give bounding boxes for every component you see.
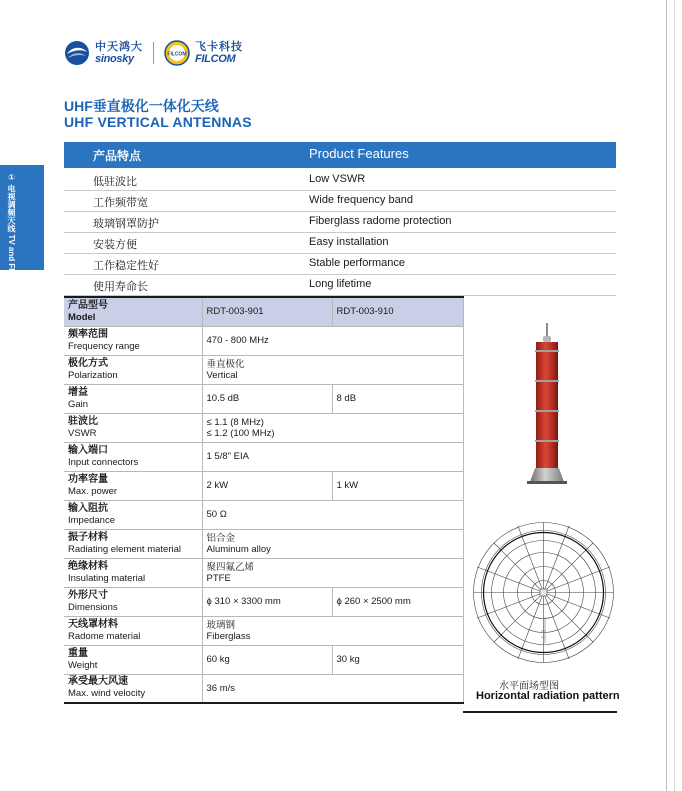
feature-row xyxy=(64,191,616,212)
spec-label-cn: 绝缘材料 xyxy=(68,560,108,572)
feature-cn: 使用寿命长 xyxy=(93,281,148,293)
spec-value: 30 kg xyxy=(332,645,463,674)
spec-row xyxy=(64,355,463,384)
filcom-badge-text: FILCOM xyxy=(167,51,187,58)
spec-row xyxy=(64,471,463,500)
spec-label-cn: 增益 xyxy=(68,386,88,398)
sinosky-logo xyxy=(64,40,143,66)
spec-value: ≤ 1.2 (100 MHz) xyxy=(206,427,275,439)
spec-row xyxy=(64,616,463,645)
spec-label-cn: 振子材料 xyxy=(68,531,108,543)
antenna-foot xyxy=(527,481,567,484)
spec-row xyxy=(64,529,463,558)
feature-row xyxy=(64,254,616,275)
spec-value-en: Vertical xyxy=(206,369,238,381)
spec-label-cell xyxy=(64,297,202,326)
spec-row xyxy=(64,413,463,442)
logo-divider xyxy=(153,42,154,64)
radiation-pattern-plot xyxy=(472,521,615,664)
spec-value-cn: 聚四氟乙烯 xyxy=(206,561,255,573)
spec-row xyxy=(64,674,463,703)
spec-label-en: Max. power xyxy=(68,485,118,497)
side-tab-label: ① 电视调频天线 TV and FM Antennas xyxy=(7,173,16,314)
feature-row xyxy=(64,275,616,296)
feature-cn: 安装方便 xyxy=(93,239,137,251)
spec-label-cn: 承受最大风速 xyxy=(68,676,128,688)
spec-label-en: VSWR xyxy=(68,427,97,439)
filcom-badge-icon xyxy=(164,40,190,66)
spec-label-en: Frequency range xyxy=(68,340,140,352)
spec-table xyxy=(64,296,464,704)
spec-row xyxy=(64,326,463,355)
spec-row xyxy=(64,442,463,471)
sinosky-name-en: sinosky xyxy=(95,53,134,65)
spec-row xyxy=(64,645,463,674)
sinosky-name-cn: 中天鸿大 xyxy=(95,41,143,53)
feature-en: Fiberglass radome protection xyxy=(309,215,452,227)
feature-row xyxy=(64,233,616,254)
spec-value: 470 - 800 MHz xyxy=(202,326,463,355)
spec-row xyxy=(64,500,463,529)
spec-label-en: Max. wind velocity xyxy=(68,688,146,700)
spec-value-cn: 铝合金 xyxy=(206,532,236,544)
spec-label-en: Gain xyxy=(68,398,89,410)
sinosky-globe-icon xyxy=(64,40,90,66)
brand-logos xyxy=(64,38,243,68)
spec-value: 36 m/s xyxy=(202,674,463,703)
spec-label-cn: 功率容量 xyxy=(68,473,108,485)
model-label-cn: 产品型号 xyxy=(68,299,108,311)
feature-cn: 低驻波比 xyxy=(93,176,137,188)
feature-en: Long lifetime xyxy=(309,278,372,290)
feature-en: Wide frequency band xyxy=(309,194,413,206)
filcom-logo xyxy=(164,40,243,66)
antenna-ring xyxy=(535,350,559,352)
spec-label-en: Weight xyxy=(68,659,98,671)
spec-value: 60 kg xyxy=(202,645,332,674)
spec-label-en: Impedance xyxy=(68,514,116,526)
spec-label-cn: 重量 xyxy=(68,647,88,659)
filcom-name-cn: 飞卡科技 xyxy=(195,41,243,53)
spec-label-cn: 极化方式 xyxy=(68,357,108,369)
spec-label-cn: 外形尺寸 xyxy=(68,589,108,601)
spec-value-en: Aluminum alloy xyxy=(206,543,271,555)
spec-label-en: Polarization xyxy=(68,369,118,381)
antenna-ring xyxy=(535,440,559,442)
spec-value-en: Fiberglass xyxy=(206,630,251,642)
feature-cn: 工作稳定性好 xyxy=(93,260,159,272)
spec-row xyxy=(64,384,463,413)
spec-row xyxy=(64,558,463,587)
spec-value: ≤ 1.1 (8 MHz) xyxy=(206,416,264,428)
feature-cn: 工作频带宽 xyxy=(93,197,148,209)
section-bottom-rule xyxy=(463,711,617,713)
pattern-caption-cn: 水平面场型图 xyxy=(499,681,559,692)
spec-label-en: Input connectors xyxy=(68,456,139,468)
spec-label-cn: 输入端口 xyxy=(68,444,108,456)
features-header-en: Product Features xyxy=(309,146,409,161)
feature-cn: 玻璃钢罩防护 xyxy=(93,218,159,230)
spec-value-cn: 垂直极化 xyxy=(206,358,245,370)
feature-row xyxy=(64,212,616,233)
features-header xyxy=(64,142,616,168)
page-edge xyxy=(674,0,675,791)
spec-value: 1 kW xyxy=(332,471,463,500)
spec-value-en: PTFE xyxy=(206,572,231,584)
spec-label-cn: 频率范围 xyxy=(68,328,108,340)
spec-value: 50 Ω xyxy=(202,500,463,529)
model-label-en: Model xyxy=(68,311,96,323)
antenna-radome xyxy=(536,342,558,469)
feature-en: Low VSWR xyxy=(309,173,366,185)
section-side-tab xyxy=(0,165,44,314)
spec-value-cn: 玻璃钢 xyxy=(206,619,236,631)
spec-header-row xyxy=(64,297,463,326)
antenna-ring xyxy=(535,380,559,382)
spec-value: ϕ 310 × 3300 mm xyxy=(202,587,332,616)
spec-label-en: Radome material xyxy=(68,630,141,642)
spec-value: 10.5 dB xyxy=(202,384,332,413)
page-title-en: UHF VERTICAL ANTENNAS xyxy=(64,114,252,130)
feature-row xyxy=(64,170,616,191)
pattern-center xyxy=(540,589,547,596)
spec-label-en: Dimensions xyxy=(68,601,118,613)
features-header-cn: 产品特点 xyxy=(93,149,142,163)
spec-label-cn: 驻波比 xyxy=(68,415,98,427)
antenna-ring xyxy=(535,410,559,412)
page-title-cn: UHF垂直极化一体化天线 xyxy=(64,98,219,114)
feature-en: Stable performance xyxy=(309,257,405,269)
feature-en: Easy installation xyxy=(309,236,389,248)
antenna-mount-flange xyxy=(530,468,564,482)
model-cell: RDT-003-901 xyxy=(202,297,332,326)
spec-value: 2 kW xyxy=(202,471,332,500)
spec-label-en: Radiating element material xyxy=(68,543,182,555)
spec-value: ϕ 260 × 2500 mm xyxy=(332,587,463,616)
spec-label-cn: 输入阻抗 xyxy=(68,502,108,514)
spec-label-en: Insulating material xyxy=(68,572,146,584)
spec-label-cn: 天线罩材料 xyxy=(68,618,118,630)
model-cell: RDT-003-910 xyxy=(332,297,463,326)
spec-value: 8 dB xyxy=(332,384,463,413)
filcom-name-en: FILCOM xyxy=(195,53,236,65)
spec-row xyxy=(64,587,463,616)
spec-value: 1 5/8" EIA xyxy=(202,442,463,471)
scale-marks xyxy=(541,617,545,643)
pattern-caption-en: Horizontal radiation pattern xyxy=(476,690,620,702)
